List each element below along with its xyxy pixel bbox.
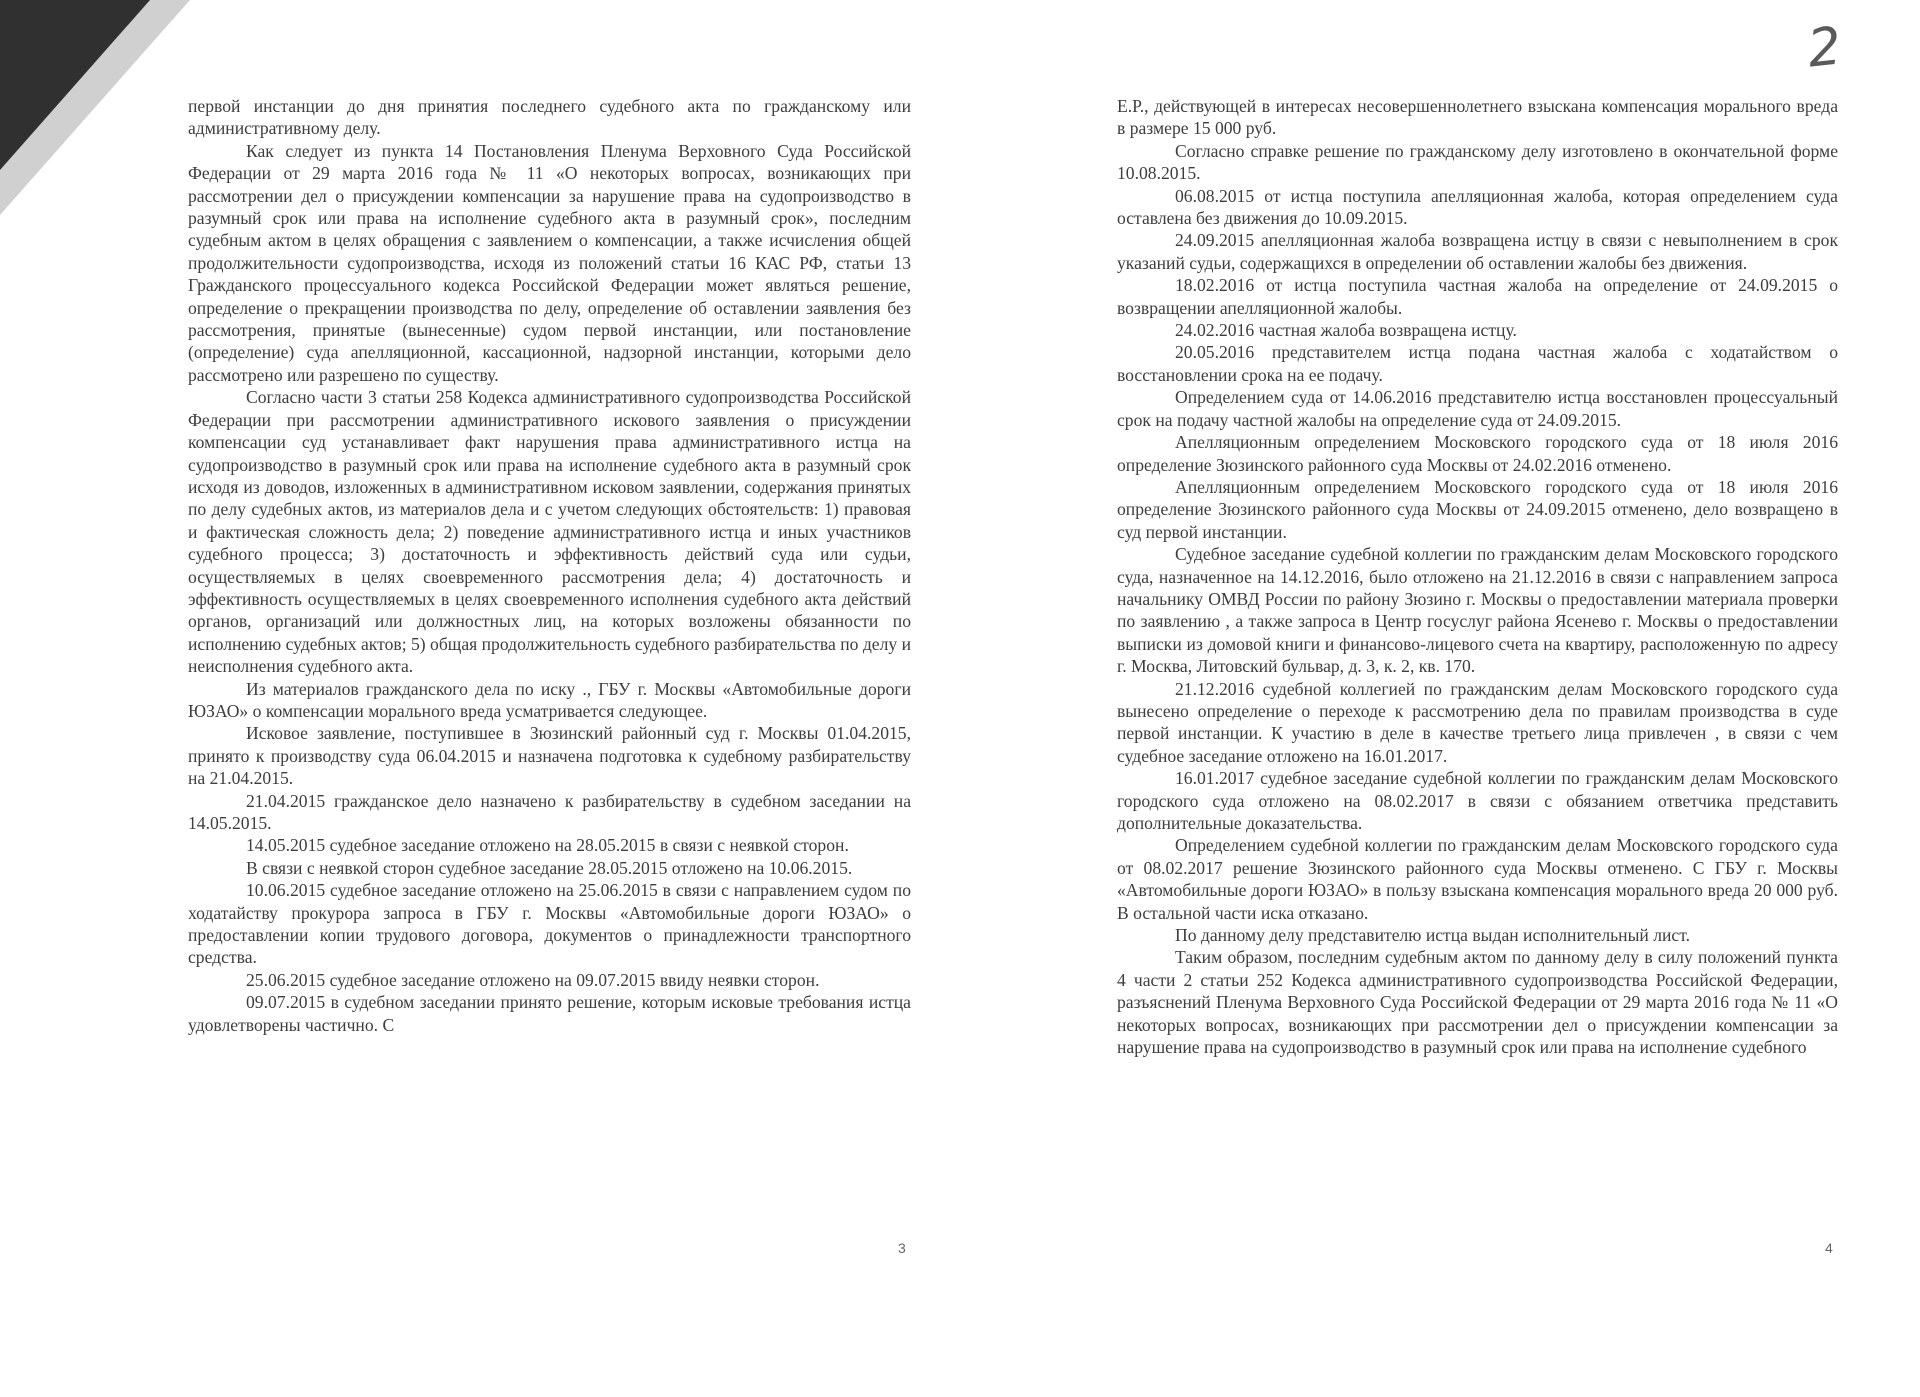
paragraph: Исковое заявление, поступившее в Зюзинский районный суд г. Москвы 01.04.2015, принято к производству суда 06.04.2015 и назначена подготовка к судебному разбирательству на 21.04.2015. xyxy=(188,723,911,789)
paragraph: 06.08.2015 от истца поступила апелляционная жалоба, которая определением суда оставлена без движения до 10.09.2015. xyxy=(1117,185,1838,229)
left-page xyxy=(188,95,911,1036)
paragraph: Определением судебной коллегии по гражданским делам Московского городского суда от 08.02.2017 решение Зюзинского районного суда Москвы отменено. С ГБУ г. Москвы «Автомобильные дороги ЮЗАО» в пользу взыскана компенсация морального вреда 20 000 руб. В остальной части иска отказано. xyxy=(1117,835,1838,923)
paragraph: Апелляционным определением Московского городского суда от 18 июля 2016 определение Зюзинского районного суда Москвы от 24.09.2015 отменено, дело возвращено в суд первой инстанции. xyxy=(1117,476,1838,542)
handwritten-sheet-number: 2 xyxy=(1804,16,1845,80)
paragraph: Согласно части 3 статьи 258 Кодекса административного судопроизводства Российской Федерации при рассмотрении административного искового заявления о присуждении компенсации суд устанавливает факт нарушения права административного истца на судопроизводство в разумный срок или права на исполнение судебного акта в разумный срок исходя из доводов, изложенных в административном исковом заявлении, содержания принятых по делу судебных актов, из материалов дела и с учетом следующих обстоятельств: 1) правовая и фактическая сложность дела; 2) поведение административного истца и иных участников судебного процесса; 3) достаточность и эффективность действий суда или судьи, осуществляемых в целях своевременного рассмотрения дела; 4) достаточность и эффективность осуществляемых в целях своевременного исполнения судебного акта действий органов, организаций или должностных лиц, на которых возложены обязанности по исполнению судебных актов; 5) общая продолжительность судебного разбирательства по делу и неисполнения судебного акта. xyxy=(188,387,911,677)
paragraph: первой инстанции до дня принятия последнего судебного акта по гражданскому или административному делу. xyxy=(188,96,911,139)
page-number: 3 xyxy=(898,1240,906,1256)
page-number: 4 xyxy=(1825,1240,1833,1256)
paragraph: 21.12.2016 судебной коллегией по гражданским делам Московского городского суда вынесено определение о переходе к рассмотрению дела по правилам производства в суде первой инстанции. К участию в деле в качестве третьего лица привлечен , в связи с чем судебное заседание отложено на 16.01.2017. xyxy=(1117,678,1838,766)
paragraph: По данному делу представителю истца выдан исполнительный лист. xyxy=(1175,925,1690,946)
paragraph: Согласно справке решение по гражданскому делу изготовлено в окончательной форме 10.08.2015. xyxy=(1117,140,1838,184)
paragraph: 09.07.2015 в судебном заседании принято решение, которым исковые требования истца удовлетворены частично. С xyxy=(188,992,911,1035)
paragraph: 16.01.2017 судебное заседание судебной коллегии по гражданским делам Московского городского суда отложено на 08.02.2017 в связи с обязанием ответчика представить дополнительные доказательства. xyxy=(1117,768,1838,833)
paragraph: Апелляционным определением Московского городского суда от 18 июля 2016 определение Зюзинского районного суда Москвы от 24.02.2016 отменено. xyxy=(1117,432,1838,475)
paragraph: 24.02.2016 частная жалоба возвращена истцу. xyxy=(1175,320,1517,341)
paragraph: Определением суда от 14.06.2016 представителю истца восстановлен процессуальный срок на подачу частной жалобы на определение суда от 24.09.2015. xyxy=(1117,387,1838,430)
paragraph: 14.05.2015 судебное заседание отложено на 28.05.2015 в связи с неявкой сторон. xyxy=(246,835,849,856)
paragraph: 25.06.2015 судебное заседание отложено на 09.07.2015 ввиду неявки сторон. xyxy=(246,969,820,990)
paragraph: Таким образом, последним судебным актом по данному делу в силу положений пункта 4 части 2 статьи 252 Кодекса административного судопроизводства Российской Федерации, разъяснений Пленума Верховного Суда Российской Федерации от 29 марта 2016 года № 11 «О некоторых вопросах, возникающих при рассмотрении дел о присуждении компенсации за нарушение права на судопроизводство в разумный срок или права на исполнение судебного xyxy=(1117,947,1838,1058)
paragraph: 21.04.2015 гражданское дело назначено к разбирательству в судебном заседании на 14.05.2015. xyxy=(188,790,911,833)
paragraph: 24.09.2015 апелляционная жалоба возвращена истцу в связи с невыполнением в срок указаний судьи, содержащихся в определении об оставлении жалобы без движения. xyxy=(1117,230,1838,273)
paragraph: В связи с неявкой сторон судебное заседание 28.05.2015 отложено на 10.06.2015. xyxy=(246,857,853,878)
scan-edge xyxy=(0,0,150,170)
paragraph: Из материалов гражданского дела по иску ., ГБУ г. Москвы «Автомобильные дороги ЮЗАО» о компенсации морального вреда усматривается следующее. xyxy=(188,678,911,721)
paragraph: Е.Р., действующей в интересах несовершеннолетнего взыскана компенсация морального вреда в размере 15 000 руб. xyxy=(1117,96,1838,139)
right-page xyxy=(1117,95,1838,1058)
paragraph: 10.06.2015 судебное заседание отложено на 25.06.2015 в связи с направлением судом по ходатайству прокурора запроса в ГБУ г. Москвы «Автомобильные дороги ЮЗАО» о предоставлении копии трудового договора, документов о принадлежности транспортного средства. xyxy=(188,880,911,968)
paragraph: 18.02.2016 от истца поступила частная жалоба на определение от 24.09.2015 о возвращении апелляционной жалобы. xyxy=(1117,275,1838,318)
paragraph: Как следует из пункта 14 Постановления Пленума Верховного Суда Российской Федерации от 29 марта 2016 года № 11 «О некоторых вопросах, возникающих при рассмотрении дел о присуждении компенсации за нарушение права на судопроизводство в разумный срок или права на исполнение судебного акта в разумный срок», последним судебным актом в целях обращения с заявлением о компенсации, а также исчисления общей продолжительности судопроизводства, исходя из положений статьи 16 КАС РФ, статьи 13 Гражданского процессуального кодекса Российской Федерации может являться решение, определение о прекращении производства по делу, определение об оставлении заявления без рассмотрения, принятые (вынесенные) судом первой инстанции, или постановление (определение) суда апелляционной, кассационной, надзорной инстанции, которыми дело рассмотрено или разрешено по существу. xyxy=(188,140,911,385)
paragraph: Судебное заседание судебной коллегии по гражданским делам Московского городского суда, назначенное на 14.12.2016, было отложено на 21.12.2016 в связи с направлением запроса начальнику ОМВД России по району Зюзино г. Москвы о предоставлении материала проверки по заявлению , а также запроса в Центр госуслуг района Ясенево г. Москвы о предоставлении выписки из домовой книги и финансово-лицевого счета на квартиру, расположенную по адресу г. Москва, Литовский бульвар, д. 3, к. 2, кв. 170. xyxy=(1117,544,1838,677)
paragraph: 20.05.2016 представителем истца подана частная жалоба с ходатайством о восстановлении срока на ее подачу. xyxy=(1117,342,1838,385)
